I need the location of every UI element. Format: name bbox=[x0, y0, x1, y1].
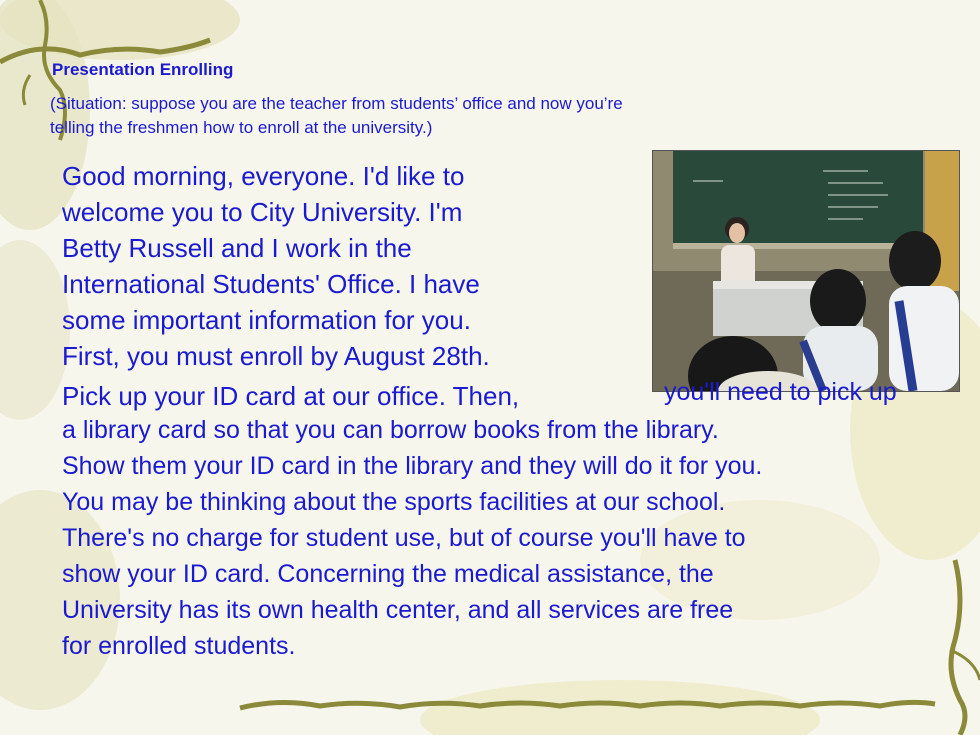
body-text-line: show your ID card. Concerning the medical assistance, the bbox=[62, 560, 714, 588]
body-text-line: Show them your ID card in the library and they will do it for you. bbox=[62, 452, 763, 480]
situation-line: telling the freshmen how to enroll at the university.) bbox=[50, 118, 433, 137]
situation-description bbox=[50, 92, 910, 140]
body-text-line: a library card so that you can borrow books from the library. bbox=[62, 416, 719, 444]
body-text-line: welcome you to City University. I'm bbox=[62, 197, 463, 227]
body-text-line: Pick up your ID card at our office. Then, bbox=[62, 381, 520, 411]
body-text-line: There's no charge for student use, but of course you'll have to bbox=[62, 524, 746, 552]
body-text-line: some important information for you. bbox=[62, 305, 471, 335]
classroom-photo bbox=[652, 150, 960, 392]
body-text-line: you'll need to pick up bbox=[664, 378, 897, 406]
body-text-line: for enrolled students. bbox=[62, 632, 296, 660]
body-text-line: Betty Russell and I work in the bbox=[62, 233, 412, 263]
body-text-line: Good morning, everyone. I'd like to bbox=[62, 161, 465, 191]
situation-line: (Situation: suppose you are the teacher from students’ office and now you’re bbox=[50, 94, 623, 113]
body-text-line: International Students' Office. I have bbox=[62, 269, 480, 299]
body-text-line: University has its own health center, and all services are free bbox=[62, 596, 734, 624]
slide-title: Presentation Enrolling bbox=[52, 60, 234, 79]
body-text-line: You may be thinking about the sports facilities at our school. bbox=[62, 488, 726, 516]
body-text-line: First, you must enroll by August 28th. bbox=[62, 341, 490, 371]
